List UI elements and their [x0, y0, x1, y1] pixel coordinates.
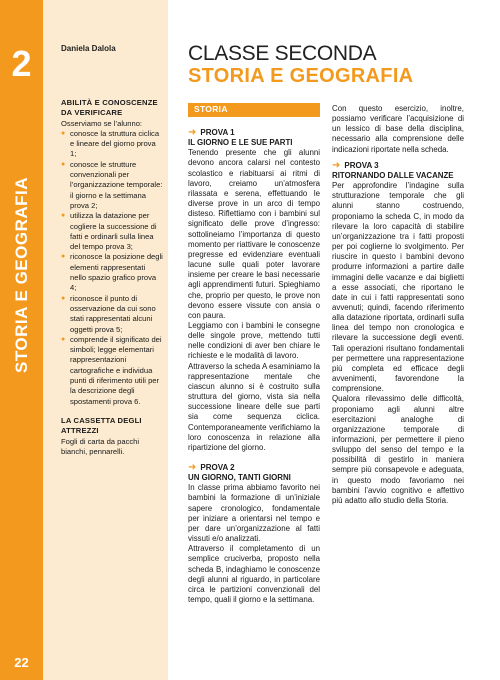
arrow-right-icon: ➜ [188, 462, 197, 474]
chapter-number: 2 [11, 43, 32, 84]
prova-2-paragraph: Con questo esercizio, inoltre, possiamo verificare l’acquisizione di un lessico di base della disciplina, necessario alla comprensione delle indicazioni riportate nella scheda. [332, 104, 464, 154]
prova-1-paragraph: Tenendo presente che gli alunni devono ancora calarsi nel contesto scolastico e riabituarsi ai ritmi di lavoro, creiamo un’atmosfera rilassata e serena, effettuando le diverse prove in un arco di tempo disteso. Riflettiamo con i bambini sul significato delle prove d’ingresso: sottolineiamo l’importanza di questo momento per riattivare le conoscenze pregresse ed evidenziare eventuali lacune sulle quali poter lavorare insieme per creare le basi necessarie agli apprendimenti futuri. Spieghiamo che, proprio per questo, le prove non devono essere vissute con ansia o con paura. [188, 148, 320, 320]
list-item: ● comprende il significato dei simboli; legge elementari rappresentazioni cartografiche e individua punti di riferimento utili per la descrizione degli spostamenti prova 6. [61, 335, 163, 407]
page-number: 22 [14, 655, 29, 670]
tools-text: Fogli di carta da pacchi bianchi, pennarelli. [61, 436, 140, 456]
list-item: ● riconosce il punto di osservazione da cui sono stati rappresentati alcuni oggetti prova 5; [61, 294, 163, 335]
prova-3-label [332, 161, 464, 171]
abilities-title: ABILITÀ E CONOSCENZE DA VERIFICARE [61, 98, 158, 118]
prova-3-paragraph: Qualora rilevassimo delle difficoltà, proponiamo agli alunni altre esercitazioni analoghe di organizzazione temporale di informazioni, per permettere il pieno sviluppo del senso del tempo e la possibilità di gestirlo in maniera sempre più consapevole e adeguata, in questo modo favoriamo nei bambini l’avvio cognitivo e affettivo più adatto allo studio della Storia. [332, 394, 464, 505]
section-label: STORIA [194, 104, 228, 114]
prova-label-text: PROVA 1 [200, 128, 235, 137]
list-item: ● utilizza la datazione per cogliere la successione di fatti e ordinarli sulla linea del tempo prova 3; [61, 211, 163, 252]
abilities-list [61, 129, 163, 407]
page-title: CLASSE SECONDA [188, 42, 377, 65]
abilities-intro: Osserviamo se l’alunno: [61, 118, 143, 128]
prova-1-label [188, 128, 320, 138]
prova-label-text: PROVA 2 [200, 463, 235, 472]
prova-3-paragraph: Per approfondire l’indagine sulla strutturazione temporale che gli alunni stanno costruendo, proponiamo la scheda C, in modo da rilevare la loro capacità di stabilire un’organizzazione tra i fatti proposti per poi coglierne lo svolgimento. Per riuscire in questo i bambini devono produrre informazioni a partire dalle immagini delle vacanze e dai biglietti a esse associati, che riportano le date in cui i fatti rappresentati sono avvenuti; quindi, facendo riferimento alla datazione riportata, ordinarli sulla linea del tempo non cronologica e rilevare la successione degli eventi. Tali operazioni risultano fondamentali per permettere una rappresentazione più completa ed efficace degli avvenimenti, favorendone la comprensione. [332, 181, 464, 394]
arrow-right-icon: ➜ [332, 159, 341, 171]
tools-box [61, 416, 163, 457]
prova-1-title: IL GIORNO E LE SUE PARTI [188, 138, 293, 148]
prova-2-title: UN GIORNO, TANTI GIORNI [188, 473, 291, 483]
list-item: ● riconosce la posizione degli elementi rappresentati nello spazio grafico prova 4; [61, 252, 163, 293]
text-column-1 [188, 126, 320, 605]
author-name: Daniela Dalola [61, 44, 116, 53]
prova-2-label [188, 463, 320, 473]
tools-title: LA CASSETTA DEGLI ATTREZZI [61, 416, 142, 436]
prova-3-title: RITORNANDO DALLE VACANZE [332, 170, 454, 180]
page-subtitle: STORIA E GEOGRAFIA [188, 65, 414, 87]
prova-1-paragraph: Attraverso la scheda A esaminiamo la rappresentazione mentale che ciascun alunno si è costruito sulla struttura del giorno, vista sia nella successione lineare delle sue parti sia come sequenza ciclica. Contemporaneamente verifichiamo la loro conoscenza in relazione alla ripartizione del giorno. [188, 361, 320, 452]
prova-label-text: PROVA 3 [344, 160, 379, 170]
prova-1-paragraph: Leggiamo con i bambini le consegne delle singole prove, mettendo tutti nelle condizioni di aver ben chiare le richieste e le modalità di lavoro. [188, 320, 320, 361]
arrow-right-icon: ➜ [188, 127, 197, 139]
text-column-2 [332, 104, 464, 506]
abilities-box [61, 98, 163, 407]
prova-2-paragraph: In classe prima abbiamo favorito nei bambini la formazione di un’iniziale sapere cronologico, fondamentale per iniziare a orientarsi nel tempo e per dare un’organizzazione al fatti vissuti e/o analizzati. [188, 483, 320, 544]
list-item: ● conosce le strutture convenzionali per l’organizzazione temporale: il giorno e la settimana prova 2; [61, 160, 163, 211]
prova-2-paragraph: Attraverso il completamento di un semplice cruciverba, proposto nella scheda B, indaghiamo le conoscenze degli alunni al riguardo, in particolare circa le partizioni convenzionali del tempo, quali il giorno e la settimana. [188, 544, 320, 605]
spine-title: STORIA E GEOGRAFIA [12, 176, 31, 373]
list-item: ● conosce la struttura ciclica e lineare del giorno prova 1; [61, 129, 163, 160]
